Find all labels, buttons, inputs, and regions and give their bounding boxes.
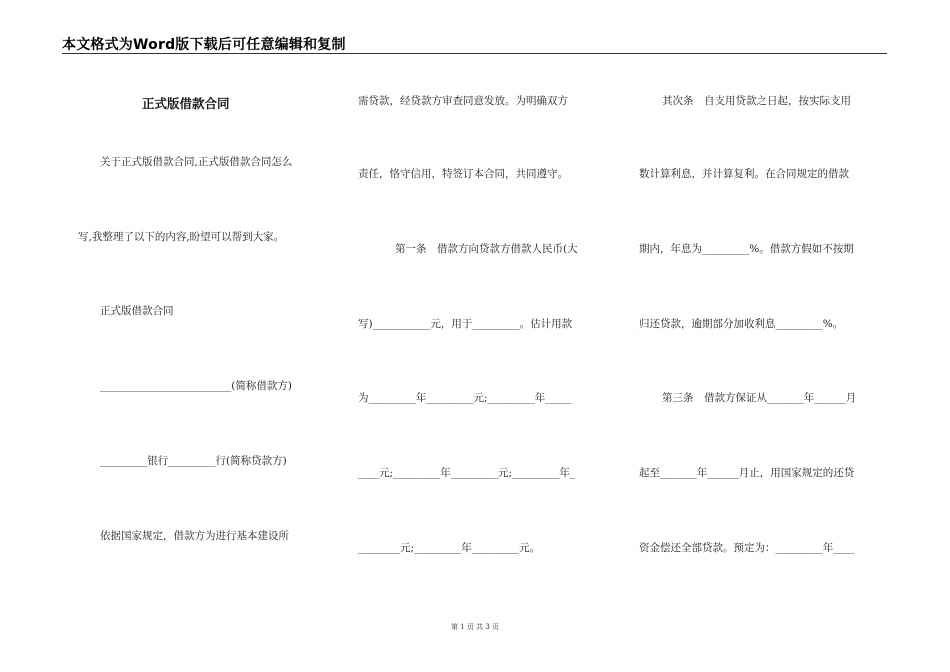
paragraph-line: 关于正式版借款合同,正式版借款合同怎么 [100, 156, 293, 168]
paragraph-line: ____元;_________年_________元;_________年_ [358, 467, 576, 479]
paragraph-line: 需贷款，经贷款方审查同意发放。为明确双方 [358, 95, 568, 107]
page-number-footer: 第 1 页 共 3 页 [450, 623, 500, 631]
paragraph-line: _________银行_________行(简称贷款方) [100, 455, 287, 467]
paragraph-line: _________________________(简称借款方) [100, 380, 292, 392]
paragraph-line: 第一条 借款方向贷款方借款人民币(大 [395, 243, 578, 255]
paragraph-line: 数计算利息，并计算复利。在合同规定的借款 [639, 168, 849, 180]
paragraph-line: 为_________年_________元;_________年_____ [358, 392, 572, 404]
paragraph-line: 起至_______年______月止，用国家规定的还贷 [639, 467, 855, 479]
contract-title: 正式版借款合同 [142, 96, 230, 111]
paragraph-line: 归还贷款，逾期部分加收利息_________%。 [639, 318, 844, 330]
paragraph-line: 写,我整理了以下的内容,盼望可以帮到大家。 [78, 231, 285, 243]
header-divider [62, 53, 887, 54]
paragraph-line: 资金偿还全部贷款。预定为：_________年____ [639, 542, 855, 554]
paragraph-line: 第三条 借款方保证从_______年______月 [662, 392, 857, 404]
document-header-title: 本文格式为Word版下载后可任意编辑和复制 [62, 37, 346, 53]
paragraph-line: 责任，恪守信用，特签订本合同，共同遵守。 [358, 168, 568, 180]
paragraph-line: 其次条 自支用贷款之日起，按实际支用 [662, 95, 851, 107]
paragraph-line: ________元;_________年_________元。 [358, 542, 541, 554]
paragraph-line: 依据国家规定，借款方为进行基本建设所 [100, 530, 289, 542]
paragraph-line: 写)___________元，用于_________。估计用款 [358, 318, 573, 330]
paragraph-line: 期内，年息为_________%。借款方假如不按期 [639, 243, 854, 255]
paragraph-line: 正式版借款合同 [100, 305, 174, 317]
